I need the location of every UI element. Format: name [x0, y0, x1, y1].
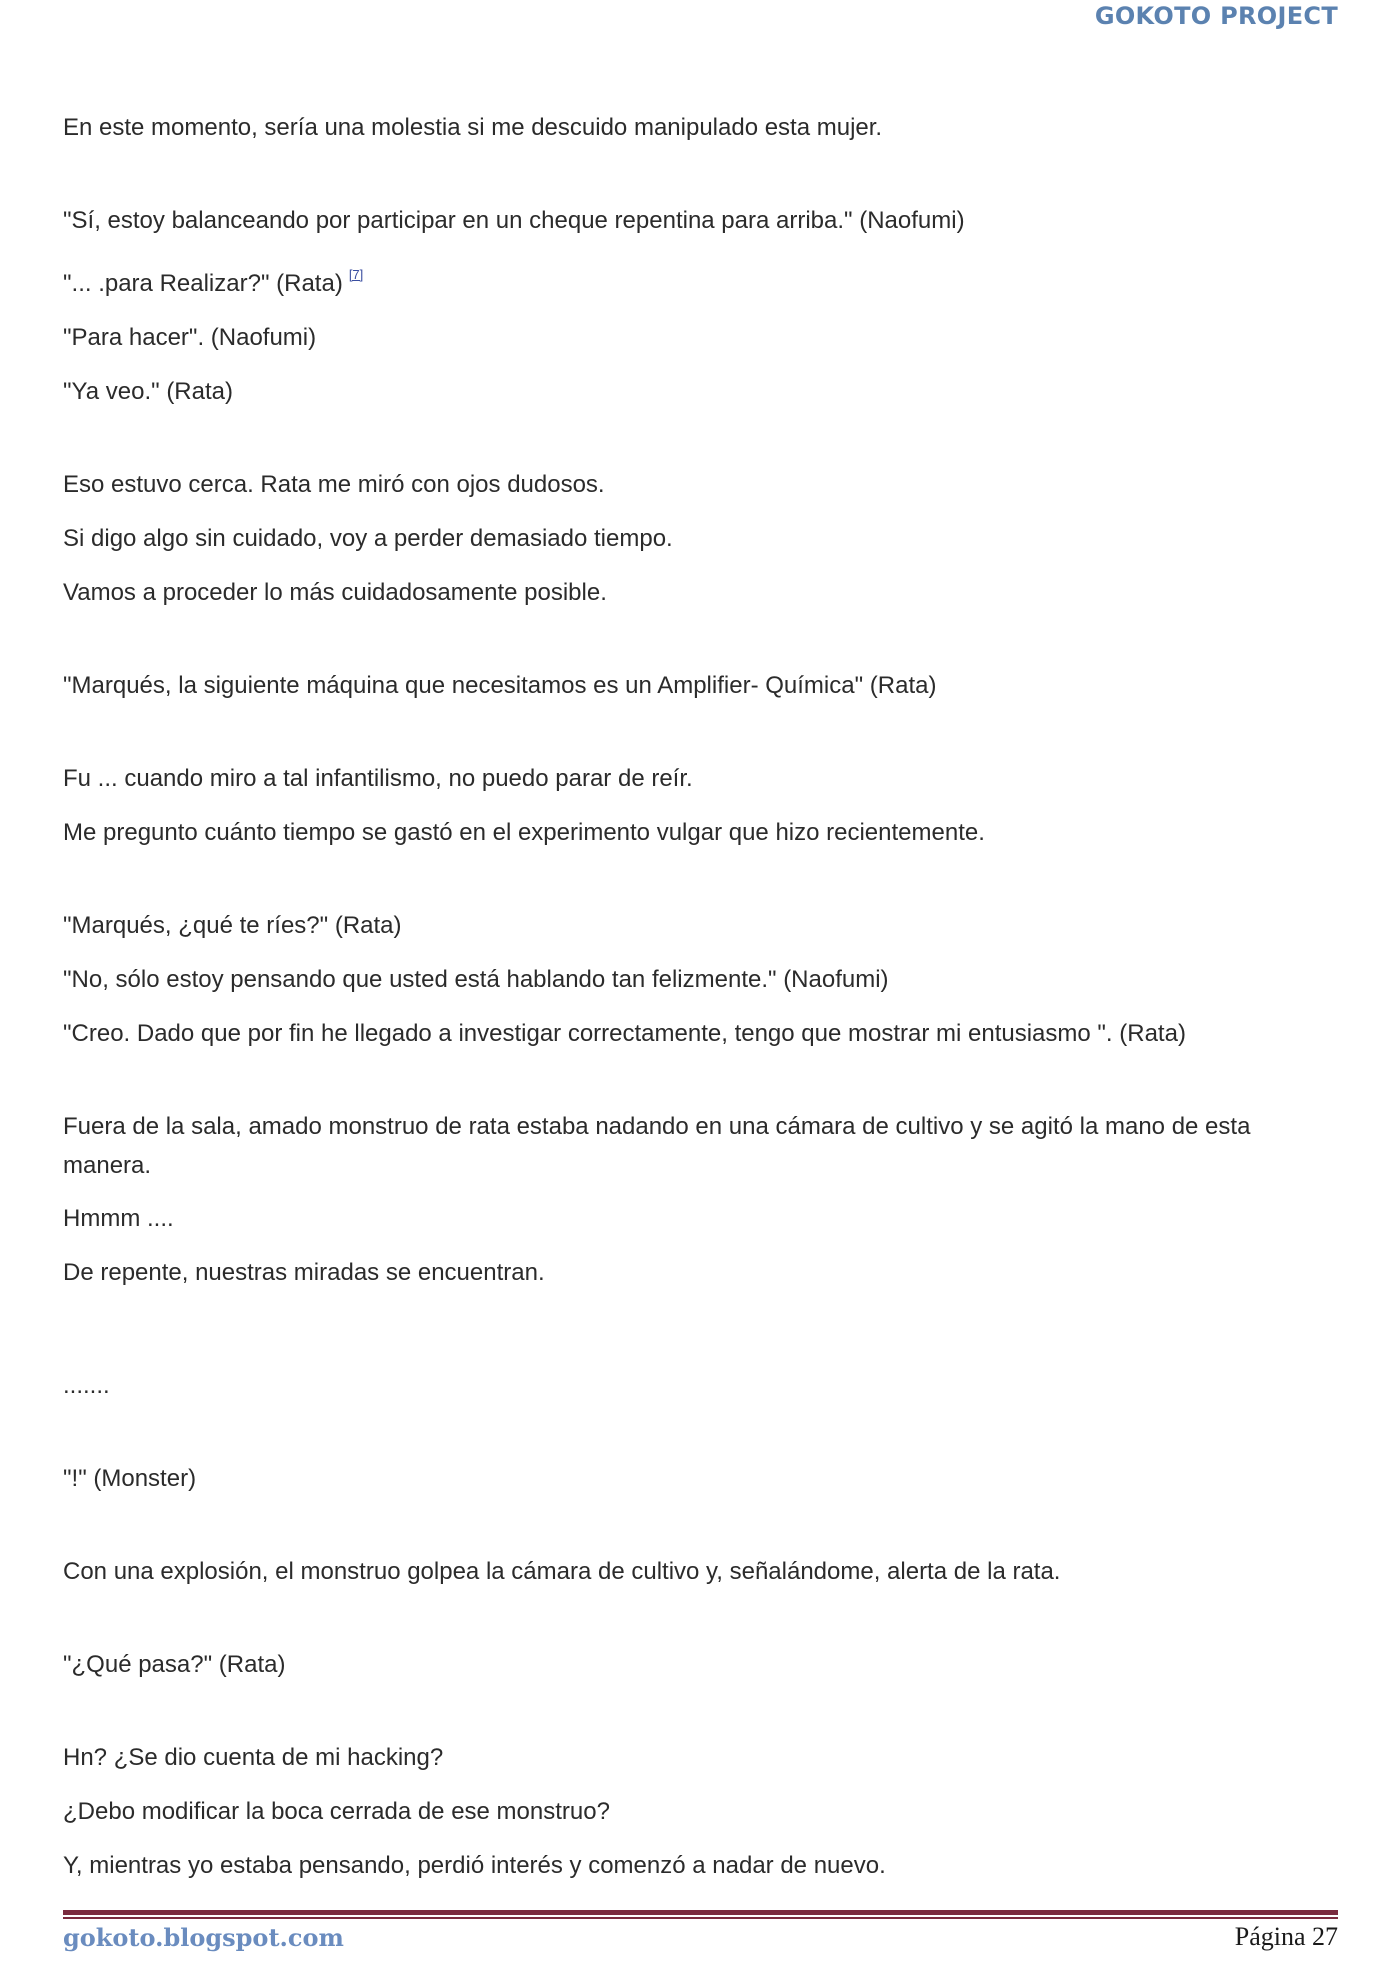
- footer-divider-thick: [63, 1910, 1338, 1915]
- paragraph: En este momento, sería una molestia si me descuido manipulado esta mujer.: [63, 114, 883, 141]
- paragraph: De repente, nuestras miradas se encuentran.: [63, 1259, 545, 1286]
- footer-site-link[interactable]: gokoto.blogspot.com: [63, 1923, 344, 1952]
- dialogue-line: "Creo. Dado que por fin he llegado a investigar correctamente, tengo que mostrar mi entusiasmo ". (Rata): [63, 1020, 1186, 1047]
- paragraph: Con una explosión, el monstruo golpea la cámara de cultivo y, señalándome, alerta de la rata.: [63, 1558, 1061, 1585]
- paragraph: .......: [63, 1372, 110, 1399]
- dialogue-line: "Para hacer". (Naofumi): [63, 324, 317, 351]
- dialogue-text: "... .para Realizar?" (Rata): [63, 270, 343, 297]
- paragraph: Me pregunto cuánto tiempo se gastó en el experimento vulgar que hizo recientemente.: [63, 819, 985, 846]
- dialogue-line: "!" (Monster): [63, 1465, 197, 1492]
- dialogue-line: "No, sólo estoy pensando que usted está hablando tan felizmente." (Naofumi): [63, 966, 889, 993]
- dialogue-line: [63, 255, 1338, 304]
- footer-divider: [63, 1910, 1338, 1920]
- paragraph: Fuera de la sala, amado monstruo de rata estaba nadando en una cámara de cultivo y se agitó la mano de esta manera.: [63, 1113, 1258, 1179]
- footnote-link[interactable]: [7]: [348, 267, 364, 282]
- dialogue-line: "Marqués, ¿qué te ríes?" (Rata): [63, 912, 402, 939]
- paragraph: Y, mientras yo estaba pensando, perdió interés y comenzó a nadar de nuevo.: [63, 1852, 886, 1879]
- paragraph: Fu ... cuando miro a tal infantilismo, no puedo parar de reír.: [63, 765, 693, 792]
- dialogue-line: "Ya veo." (Rata): [63, 378, 233, 405]
- paragraph: Hn? ¿Se dio cuenta de mi hacking?: [63, 1744, 444, 1771]
- paragraph: Eso estuvo cerca. Rata me miró con ojos dudosos.: [63, 471, 605, 498]
- dialogue-line: "¿Qué pasa?" (Rata): [63, 1651, 286, 1678]
- page-number: Página 27: [1234, 1922, 1338, 1951]
- page-body: [63, 108, 1338, 1900]
- header-brand: GOKOTO PROJECT: [1094, 2, 1338, 30]
- dialogue-line: "Marqués, la siguiente máquina que necesitamos es un Amplifier- Química" (Rata): [63, 672, 937, 699]
- paragraph: Vamos a proceder lo más cuidadosamente posible.: [63, 579, 607, 606]
- paragraph: Si digo algo sin cuidado, voy a perder demasiado tiempo.: [63, 525, 673, 552]
- paragraph: Hmmm ....: [63, 1205, 174, 1232]
- paragraph: ¿Debo modificar la boca cerrada de ese monstruo?: [63, 1798, 610, 1825]
- footer-divider-thin: [63, 1917, 1338, 1919]
- dialogue-line: "Sí, estoy balanceando por participar en un cheque repentina para arriba." (Naofumi): [63, 207, 965, 234]
